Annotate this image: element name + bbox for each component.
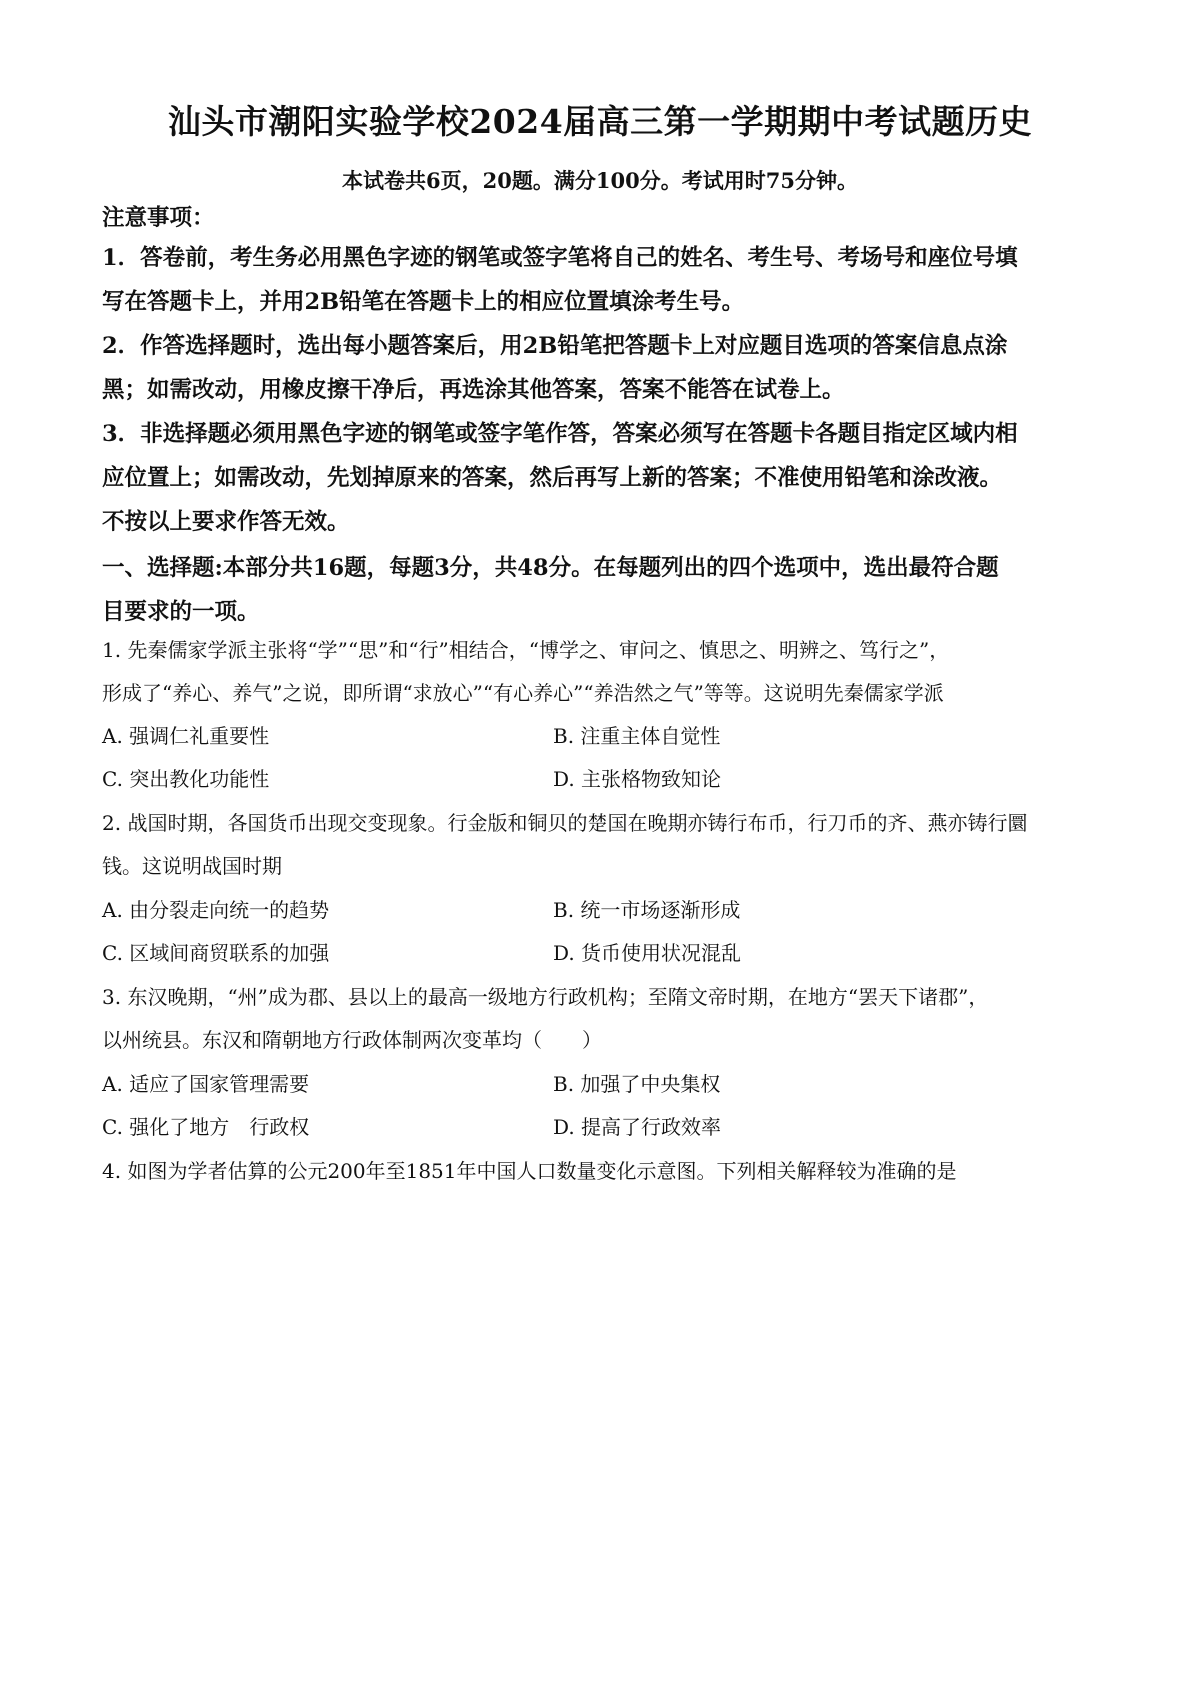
option-b: B. 加强了中央集权 — [553, 1072, 721, 1096]
notice-line: 1．答卷前，考生务必用黑色字迹的钢笔或签字笔将自己的姓名、考生号、考场号和座位号填 — [102, 245, 1018, 271]
option-a: A. 强调仁礼重要性 — [102, 724, 270, 748]
question-text: 4. 如图为学者估算的公元200年至1851年中国人口数量变化示意图。下列相关解释较为准确的是 — [102, 1159, 957, 1183]
notice-line: 2．作答选择题时，选出每小题答案后，用2B铅笔把答题卡上对应题目选项的答案信息点涂 — [102, 333, 1008, 359]
option-c: C. 区域间商贸联系的加强 — [102, 941, 330, 965]
notice-line: 应位置上；如需改动，先划掉原来的答案，然后再写上新的答案；不准使用铅笔和涂改液。 — [102, 465, 1003, 491]
exam-info: 本试卷共6页，20题。满分100分。考试用时75分钟。 — [342, 168, 858, 193]
option-c: C. 突出教化功能性 — [102, 767, 270, 791]
notice-line: 写在答题卡上，并用2B铅笔在答题卡上的相应位置填涂考生号。 — [102, 289, 745, 315]
option-a: A. 由分裂走向统一的趋势 — [102, 898, 330, 922]
section-heading: 目要求的一项。 — [102, 599, 260, 625]
question-text: 形成了“养心、养气”之说，即所谓“求放心”“有心养心”“养浩然之气”等等。这说明先秦儒家学派 — [102, 681, 944, 705]
notice-heading: 注意事项： — [102, 205, 215, 231]
option-d: D. 货币使用状况混乱 — [553, 941, 742, 965]
option-d: D. 主张格物致知论 — [553, 767, 722, 791]
question-text: 3. 东汉晚期，“州”成为郡、县以上的最高一级地方行政机构；至隋文帝时期，在地方“罢天下诸郡”， — [102, 985, 989, 1009]
notice-line: 不按以上要求作答无效。 — [102, 509, 350, 535]
notice-line: 3．非选择题必须用黑色字迹的钢笔或签字笔作答，答案必须写在答题卡各题目指定区域内相 — [102, 421, 1018, 447]
option-b: B. 统一市场逐渐形成 — [553, 898, 741, 922]
notice-line: 黑；如需改动，用橡皮擦干净后，再选涂其他答案，答案不能答在试卷上。 — [102, 377, 845, 403]
question-text: 钱。这说明战国时期 — [102, 854, 282, 878]
option-d: D. 提高了行政效率 — [553, 1115, 722, 1139]
question-text: 2. 战国时期，各国货币出现交变现象。行金版和铜贝的楚国在晚期亦铸行布币，行刀币的齐、燕亦铸行圜 — [102, 811, 1028, 835]
option-a: A. 适应了国家管理需要 — [102, 1072, 310, 1096]
section-heading: 一、选择题:本部分共16题，每题3分，共48分。在每题列出的四个选项中，选出最符合题 — [102, 555, 999, 581]
page-title: 汕头市潮阳实验学校2024届高三第一学期期中考试题历史 — [167, 102, 1033, 141]
option-b: B. 注重主体自觉性 — [553, 724, 721, 748]
question-text: 1. 先秦儒家学派主张将“学”“思”和“行”相结合，“博学之、审问之、慎思之、明辨之、笃行之”， — [102, 638, 950, 662]
option-c: C. 强化了地方 行政权 — [102, 1115, 310, 1139]
question-text: 以州统县。东汉和隋朝地方行政体制两次变革均（ ） — [102, 1028, 602, 1052]
